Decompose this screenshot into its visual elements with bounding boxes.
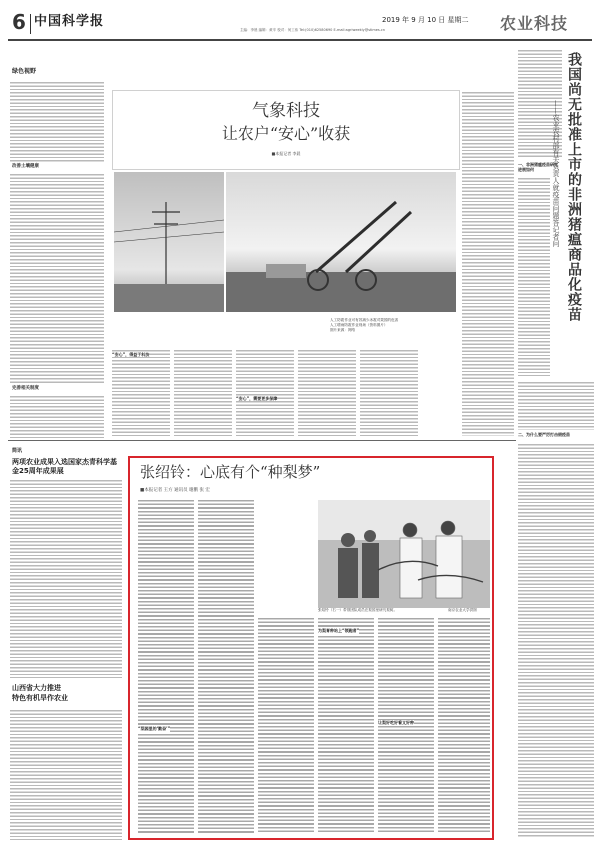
feature-photo-caption-1: 人工防雹作业可有效减少冰雹对果园的危害 bbox=[330, 318, 399, 322]
right-rail-mid-text bbox=[518, 176, 550, 376]
feature-photo-cannon bbox=[226, 172, 456, 312]
highlighted-article[interactable] bbox=[128, 456, 494, 840]
feature-photo-caption-2: 人工增雨防雹作业现场（资料图片） bbox=[330, 323, 388, 327]
highlight-photo-credit: 南京农业大学供图 bbox=[448, 608, 477, 612]
feature-photo-source: 图片来源：网络 bbox=[330, 328, 356, 332]
feature-text-col-2 bbox=[174, 348, 232, 436]
feature-byline: ■本报记者 李晨 bbox=[271, 151, 301, 156]
masthead-credits: 主编：李晨 编辑：黄辛 校对：何工伟 Tel:(010)62580690 E-mail:agriweekly@stimes.cn bbox=[240, 28, 386, 32]
news-2-title-line2: 特色有机旱作农业 bbox=[12, 694, 68, 702]
news-section-label: 简讯 bbox=[12, 448, 23, 454]
feature-title-line2: 让农户“安心”收获 bbox=[221, 124, 351, 143]
highlight-subhead-2: 为梨育种站上“领跑者” bbox=[318, 628, 360, 633]
highlight-text-col-6 bbox=[438, 616, 490, 834]
news-1-title: 两项农业成果入选国家杰青科学基金25周年成果展 bbox=[12, 458, 117, 475]
page-number: 6 bbox=[12, 10, 26, 34]
researchers-in-orchard-illustration bbox=[318, 500, 490, 608]
masthead-divider bbox=[30, 14, 31, 34]
feature-text-col-3 bbox=[236, 348, 294, 436]
right-rail-subhead-2: 二、为什么要严厉打击假疫苗 bbox=[518, 432, 570, 437]
bottom-left-column bbox=[8, 446, 124, 842]
left-column-subhead-2: 完善相关制度 bbox=[12, 386, 39, 391]
left-column-text-block bbox=[10, 172, 104, 384]
left-column bbox=[8, 68, 106, 438]
right-rail-vertical-subtitle: ——农业农村部有关负责人就疫苗问题答记者问 bbox=[552, 100, 560, 247]
power-pole-illustration bbox=[114, 172, 224, 312]
left-column-heading: 绿色视野 bbox=[12, 68, 37, 75]
feature-subhead-2: “安心”，需要更多保障 bbox=[236, 396, 278, 401]
left-column-text-block bbox=[10, 394, 104, 438]
highlight-text-col-1 bbox=[138, 498, 194, 834]
highlight-text-col-2 bbox=[198, 498, 254, 834]
right-rail-bottom-text bbox=[518, 442, 594, 838]
masthead bbox=[8, 8, 592, 38]
mid-page-rule bbox=[8, 440, 516, 441]
highlight-title: 张绍铃：心底有个“种梨梦” bbox=[140, 463, 321, 481]
feature-photo-caption bbox=[330, 318, 458, 344]
feature-text-col-4 bbox=[298, 348, 356, 436]
news-2-text bbox=[10, 708, 122, 840]
highlight-text-col-3 bbox=[258, 616, 314, 834]
feature-title-box bbox=[112, 90, 460, 170]
feature-photo-sky bbox=[114, 172, 224, 312]
right-rail-subhead-1: 一、非洲猪瘟疫苗研究进展如何 bbox=[518, 162, 558, 172]
left-column-subhead-1: 改善土壤健康 bbox=[12, 164, 39, 169]
right-rail-vertical-title: 我国尚无批准上市的非洲猪瘟商品化疫苗 bbox=[566, 52, 582, 322]
issue-date: 2019 年 9 月 10 日 星期二 bbox=[382, 16, 469, 24]
news-1-text bbox=[10, 478, 122, 678]
feature-title-line1: 气象科技 bbox=[252, 101, 320, 121]
highlight-text-col-4 bbox=[318, 616, 374, 834]
feature-text-col-5 bbox=[360, 348, 418, 436]
highlight-subhead-3: 让梨好吃好看又好种 bbox=[378, 720, 414, 725]
highlight-photo-caption: 张绍铃（右一）带领团队成员在梨园里研究梨树。 bbox=[318, 608, 398, 612]
news-2-title-line1: 山西省大力推进 bbox=[12, 684, 61, 692]
center-right-text bbox=[462, 90, 514, 436]
masthead-rule bbox=[8, 39, 592, 41]
highlight-photo bbox=[318, 500, 490, 608]
paper-name: 中国科学报 bbox=[34, 14, 105, 29]
highlight-subhead-1: “梨园里的‘勤奋’” bbox=[138, 726, 171, 731]
section-title: 农业科技 bbox=[500, 14, 569, 33]
right-rail-lower-text bbox=[518, 380, 594, 430]
feature-subhead-1: “安心”，得益于科技 bbox=[112, 352, 150, 357]
highlight-byline: ■本报记者 王方 通讯员 谢鹏 张 宏 bbox=[140, 488, 210, 493]
feature-text-col-1 bbox=[112, 348, 170, 436]
anti-hail-cannon-illustration bbox=[226, 172, 456, 312]
